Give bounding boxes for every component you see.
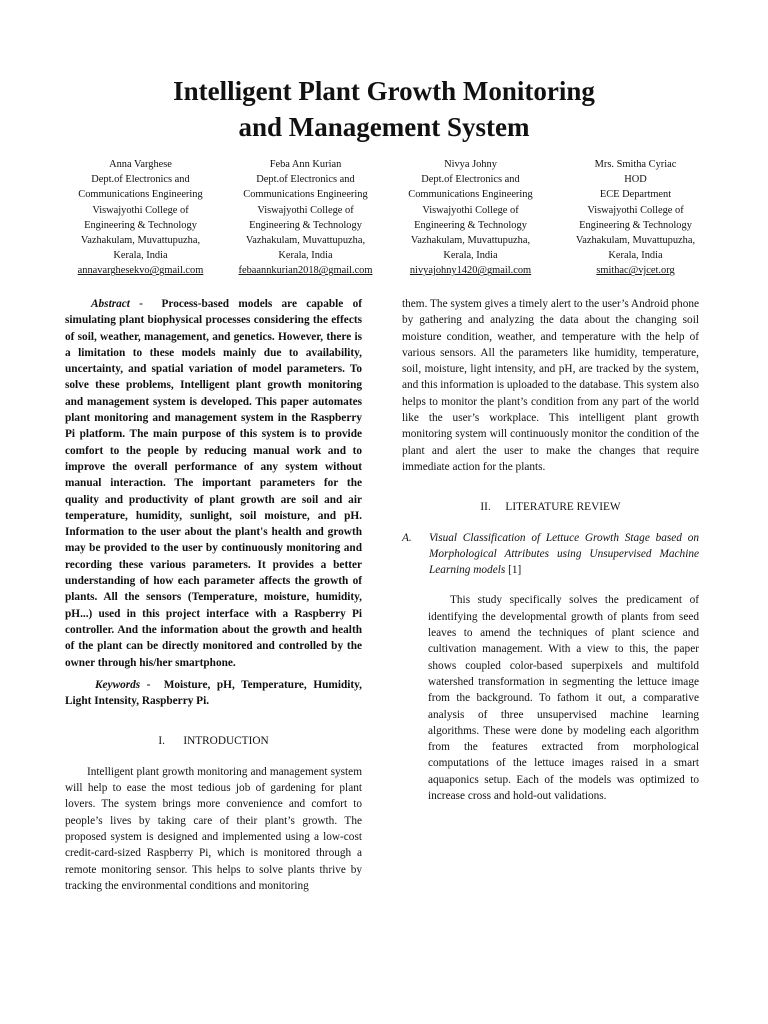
introduction-paragraph-continued: them. The system gives a timely alert to the user’s Android phone by gathering and analyzing the data about the changing soil moisture condition, weather, and temperature with the help of various sensors. All the parameters like humidity, temperature, soil, moisture, light intensity, and pH, are tracked by the system, and this information is uploaded to the database. This system also helps to monitor the plant’s condition from any part of the world like the user’s workplace. This intelligent plant growth monitoring system will continuously monitor the condition of the plant and alert the user to make the changes that require immediate action for the plants. [402, 298, 700, 473]
author-3 [388, 157, 553, 279]
author-affil-line: Vazhakulam, Muvattupuzha, [410, 235, 531, 247]
author-email-link[interactable]: annavarghesekvo@gmail.com [77, 265, 204, 277]
author-email-link[interactable]: smithac@vjcet.org [596, 265, 675, 277]
author-email-link[interactable]: nivyajohny1420@gmail.com [409, 265, 532, 277]
author-affil-line: Viswajyothi College of [422, 204, 519, 216]
author-name: Feba Ann Kurian [269, 159, 342, 170]
subsection-letter: A. [402, 531, 412, 544]
author-affil-line: Viswajyothi College of [92, 204, 189, 216]
subsection-a-heading [402, 530, 699, 579]
author-affil-line: Communications Engineering [408, 189, 533, 201]
author-affil-line: Engineering & Technology [84, 219, 197, 231]
left-column [65, 296, 362, 894]
paper-title [0, 73, 768, 145]
author-affil-line: Vazhakulam, Muvattupuzha, [80, 235, 201, 247]
author-affil-line: HOD [624, 174, 647, 186]
author-email-link[interactable]: febaannkurian2018@gmail.com [238, 265, 373, 277]
author-block [58, 157, 738, 279]
author-affil-line: Communications Engineering [78, 189, 203, 201]
author-affil-line: Dept.of Electronics and [91, 174, 190, 186]
author-affil-line: Vazhakulam, Muvattupuzha, [245, 235, 366, 247]
author-affil-line: Viswajyothi College of [587, 204, 684, 216]
title-line-1: Intelligent Plant Growth Monitoring [173, 76, 595, 106]
abstract [65, 296, 362, 671]
section-title: INTRODUCTION [183, 735, 269, 748]
abstract-text: Process-based models are capable of simulating plant biophysical processes considering the effects of soil, weather, management, and genetics. However, there is a limitation to these models mainly due to availability, uncertainty, and spatial variation of model parameters. To solve these problems, Intelligent plant growth monitoring and management system is developed. This paper automates plant monitoring and management system in the Raspberry Pi platform. The main purpose of this system is to provide comfort to the people by reducing manual work and to improve the overall performance of any system without manual interaction. The important parameters for the quality and productivity of plant growth are soil and air temperature, humidity, sunlight, soil moisture, and pH. Information to the user about the plant's health and growth may be provided to the user by continuously monitoring and recording these various parameters. It provides a better understanding of how each parameter affects the growth of plants. All the sensors (Temperature, moisture, humidity, pH...) used in this project interface with a Raspberry Pi controller. And the information about the growth and health of the plant can be directly monitored and controlled by the owner through his/her smartphone. [65, 298, 362, 669]
author-affil-line: Kerala, India [113, 250, 168, 262]
keywords [65, 677, 362, 710]
keywords-text: Moisture, pH, Temperature, Humidity, Light Intensity, Raspberry Pi. [65, 678, 362, 708]
author-affil-line: Kerala, India [443, 250, 498, 262]
keywords-lead: Keywords - [95, 678, 151, 691]
section-title: LITERATURE REVIEW [505, 501, 621, 514]
author-affil-line: Dept.of Electronics and [421, 174, 520, 186]
author-name: Nivya Johny [444, 159, 497, 170]
author-name: Mrs. Smitha Cyriac [594, 159, 677, 170]
author-affil-line: Dept.of Electronics and [256, 174, 355, 186]
author-affil-line: Engineering & Technology [414, 219, 527, 231]
section-heading-introduction [65, 733, 362, 749]
author-affil-line: Kerala, India [608, 250, 663, 262]
author-1 [58, 157, 223, 279]
author-affil-line: Communications Engineering [243, 189, 368, 201]
abstract-lead: Abstract - [91, 298, 143, 310]
section-number: II. [480, 501, 491, 514]
introduction-paragraph: Intelligent plant growth monitoring and management system will help to ease the most tedious job of gardening for plant lovers. The system brings more convenience and comfort to people’s lives by taking care of their plant’s growth. The proposed system is designed and implemented using a low-cost credit-card-sized Raspberry Pi, which is monitored through a remote monitoring sensor. This helps to solve plants thrive by tracking the environmental conditions and monitoring [65, 765, 362, 892]
author-name: Anna Varghese [109, 159, 172, 170]
citation-ref[interactable]: [1] [508, 564, 522, 577]
subsection-title [429, 530, 699, 579]
author-affil-line: Vazhakulam, Muvattupuzha, [575, 235, 696, 247]
author-4 [553, 157, 718, 279]
author-2 [223, 157, 388, 279]
author-affil-line: Engineering & Technology [579, 219, 692, 231]
subsection-title-text: Visual Classification of Lettuce Growth Stage based on Morphological Attributes using Unsupervised Machine Learning models [429, 531, 699, 577]
title-line-2: and Management System [238, 112, 530, 142]
author-affil-line: ECE Department [599, 189, 672, 201]
author-affil-line: Kerala, India [278, 250, 333, 262]
subsection-a-paragraph: This study specifically solves the predicament of identifying the developmental growth of plants from seed leaves to amend the techniques of plant science and cultivation management. With a view to this, the paper shows coupled color-based superpixels and multifold watershed transformation in segmenting the lettuce image from the background. To fathom it out, a comparative analysis of three unsupervised machine learning algorithms. These were done by modeling each algorithm from the features extracted from morphological computations of the lettuce images raised in a smart aquaponics setup. Each of the models was optimized to increase cross and hold-out validations. [428, 594, 699, 803]
right-column [402, 296, 699, 804]
author-affil-line: Engineering & Technology [249, 219, 362, 231]
section-number: I. [158, 735, 165, 748]
author-affil-line: Viswajyothi College of [257, 204, 354, 216]
section-heading-literature-review [402, 499, 699, 515]
